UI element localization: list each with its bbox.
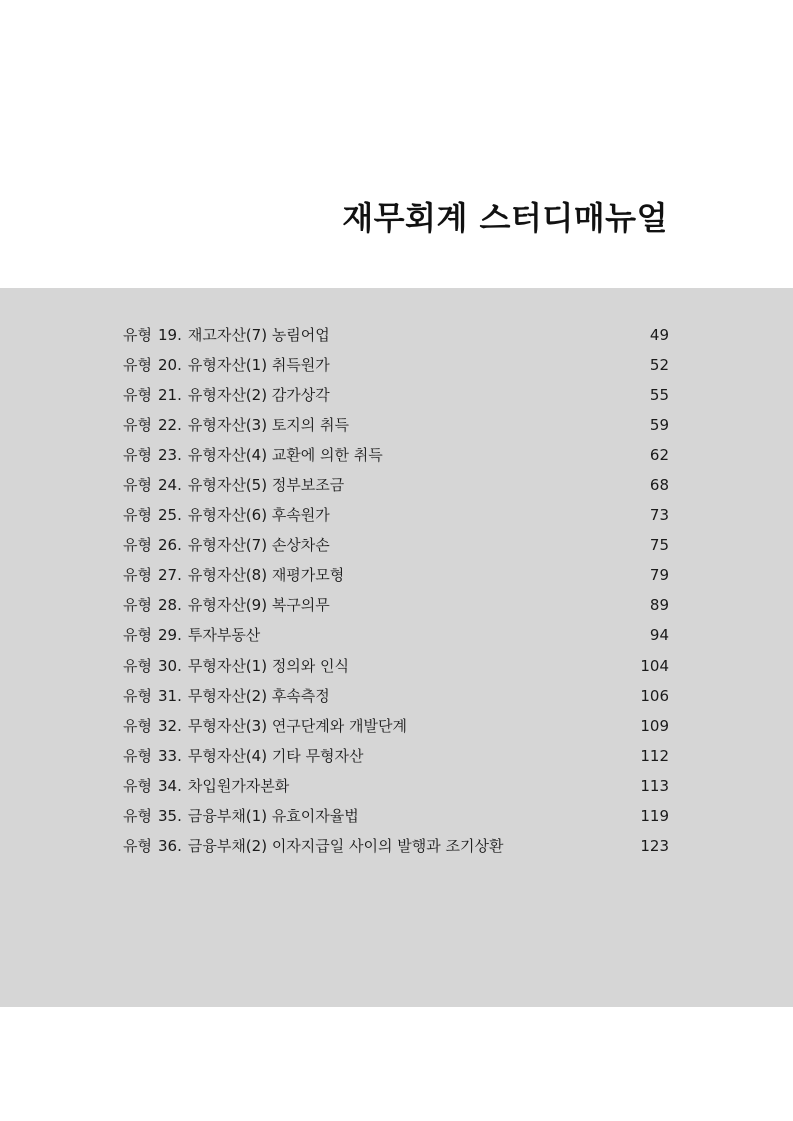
toc-item-number: 27. (157, 566, 182, 585)
toc-entry (123, 530, 330, 560)
toc-item-title: 유형자산(4) 교환에 의한 취득 (187, 446, 383, 465)
toc-item-type: 유형 (123, 836, 152, 855)
toc-item-title: 유형자산(7) 손상차손 (187, 536, 330, 555)
toc-entry (123, 620, 260, 650)
toc-item-title: 금융부채(2) 이자지급일 사이의 발행과 조기상환 (187, 836, 504, 855)
toc-item-title: 무형자산(2) 후속측정 (187, 686, 330, 705)
toc-item-page-number: 119 (640, 806, 669, 825)
toc-entry (123, 380, 330, 410)
toc-item-type: 유형 (123, 566, 152, 585)
toc-item-type: 유형 (123, 776, 152, 795)
toc-item-title: 금융부채(1) 유효이자율법 (187, 806, 359, 825)
toc-item-page-number: 109 (640, 716, 669, 735)
toc-item-page-number: 94 (649, 626, 669, 645)
toc-item[interactable] (123, 831, 669, 861)
toc-item-title: 유형자산(9) 복구의무 (187, 596, 330, 615)
toc-item-page-number: 59 (649, 416, 669, 435)
toc-item-title: 유형자산(1) 취득원가 (187, 356, 330, 375)
toc-item-page-number: 75 (649, 536, 669, 555)
toc-item-page-number: 49 (649, 326, 669, 345)
toc-item[interactable] (123, 711, 669, 741)
toc-item-number: 36. (157, 836, 182, 855)
toc-item-number: 20. (157, 356, 182, 375)
toc-item[interactable] (123, 801, 669, 831)
book-title: 재무회계 스터디매뉴얼 (342, 199, 668, 237)
toc-item-number: 33. (157, 746, 182, 765)
toc-entry (123, 711, 407, 741)
toc-item-number: 32. (157, 716, 182, 735)
toc-item-title: 유형자산(2) 감가상각 (187, 386, 330, 405)
toc-entry (123, 500, 330, 530)
toc-item-page-number: 89 (649, 596, 669, 615)
toc-entry (123, 350, 330, 380)
toc-entry (123, 440, 383, 470)
toc-item[interactable] (123, 651, 669, 681)
toc-item-title: 투자부동산 (187, 626, 261, 645)
toc-item-type: 유형 (123, 716, 152, 735)
toc-item-number: 26. (157, 536, 182, 555)
toc-item-title: 유형자산(5) 정부보조금 (187, 476, 345, 495)
toc-item-number: 29. (157, 626, 182, 645)
toc-item[interactable] (123, 440, 669, 470)
toc-item-type: 유형 (123, 806, 152, 825)
toc-item-number: 34. (157, 776, 182, 795)
toc-entry (123, 681, 330, 711)
toc-item-page-number: 113 (640, 776, 669, 795)
toc-item-page-number: 68 (649, 476, 669, 495)
toc-entry (123, 801, 359, 831)
toc-entry (123, 831, 503, 861)
toc-item[interactable] (123, 320, 669, 350)
toc-item[interactable] (123, 500, 669, 530)
toc-item-page-number: 62 (649, 446, 669, 465)
toc-item-title: 재고자산(7) 농림어업 (187, 326, 330, 345)
toc-item-page-number: 123 (640, 836, 669, 855)
toc-item[interactable] (123, 771, 669, 801)
toc-item[interactable] (123, 530, 669, 560)
toc-item-number: 22. (157, 416, 182, 435)
toc-item-type: 유형 (123, 446, 152, 465)
toc-item-number: 25. (157, 506, 182, 525)
toc-item-number: 35. (157, 806, 182, 825)
toc-item-type: 유형 (123, 416, 152, 435)
toc-item-number: 21. (157, 386, 182, 405)
toc-entry (123, 470, 344, 500)
toc-entry (123, 320, 330, 350)
toc-item-type: 유형 (123, 686, 152, 705)
toc-entry (123, 741, 364, 771)
toc-item-type: 유형 (123, 326, 152, 345)
toc-item[interactable] (123, 681, 669, 711)
toc-item[interactable] (123, 380, 669, 410)
toc-item-title: 무형자산(3) 연구단계와 개발단계 (187, 716, 407, 735)
toc-item[interactable] (123, 590, 669, 620)
toc-item-type: 유형 (123, 656, 152, 675)
toc-item-page-number: 55 (649, 386, 669, 405)
toc-item-type: 유형 (123, 536, 152, 555)
toc-item-number: 24. (157, 476, 182, 495)
toc-item-type: 유형 (123, 476, 152, 495)
table-of-contents (123, 320, 669, 861)
toc-item-page-number: 52 (649, 356, 669, 375)
toc-item-page-number: 106 (640, 686, 669, 705)
toc-item-number: 31. (157, 686, 182, 705)
toc-item[interactable] (123, 741, 669, 771)
toc-entry (123, 410, 349, 440)
toc-item[interactable] (123, 470, 669, 500)
toc-item-title: 유형자산(8) 재평가모형 (187, 566, 345, 585)
toc-item-type: 유형 (123, 506, 152, 525)
toc-entry (123, 771, 289, 801)
toc-item[interactable] (123, 410, 669, 440)
toc-item-page-number: 104 (640, 656, 669, 675)
toc-item-number: 19. (157, 326, 182, 345)
toc-item[interactable] (123, 560, 669, 590)
toc-item-type: 유형 (123, 626, 152, 645)
toc-entry (123, 590, 330, 620)
toc-item-page-number: 112 (640, 746, 669, 765)
toc-item-type: 유형 (123, 356, 152, 375)
toc-item-type: 유형 (123, 746, 152, 765)
toc-item-page-number: 73 (649, 506, 669, 525)
toc-item-title: 무형자산(1) 정의와 인식 (187, 656, 350, 675)
toc-entry (123, 651, 349, 681)
toc-item-number: 30. (157, 656, 182, 675)
toc-item-type: 유형 (123, 386, 152, 405)
toc-item[interactable] (123, 620, 669, 650)
toc-item-number: 28. (157, 596, 182, 615)
toc-item[interactable] (123, 350, 669, 380)
toc-item-number: 23. (157, 446, 182, 465)
toc-entry (123, 560, 344, 590)
toc-item-title: 유형자산(6) 후속원가 (187, 506, 330, 525)
toc-item-title: 유형자산(3) 토지의 취득 (187, 416, 350, 435)
toc-item-title: 무형자산(4) 기타 무형자산 (187, 746, 364, 765)
toc-item-type: 유형 (123, 596, 152, 615)
toc-item-title: 차입원가자본화 (187, 776, 290, 795)
toc-item-page-number: 79 (649, 566, 669, 585)
